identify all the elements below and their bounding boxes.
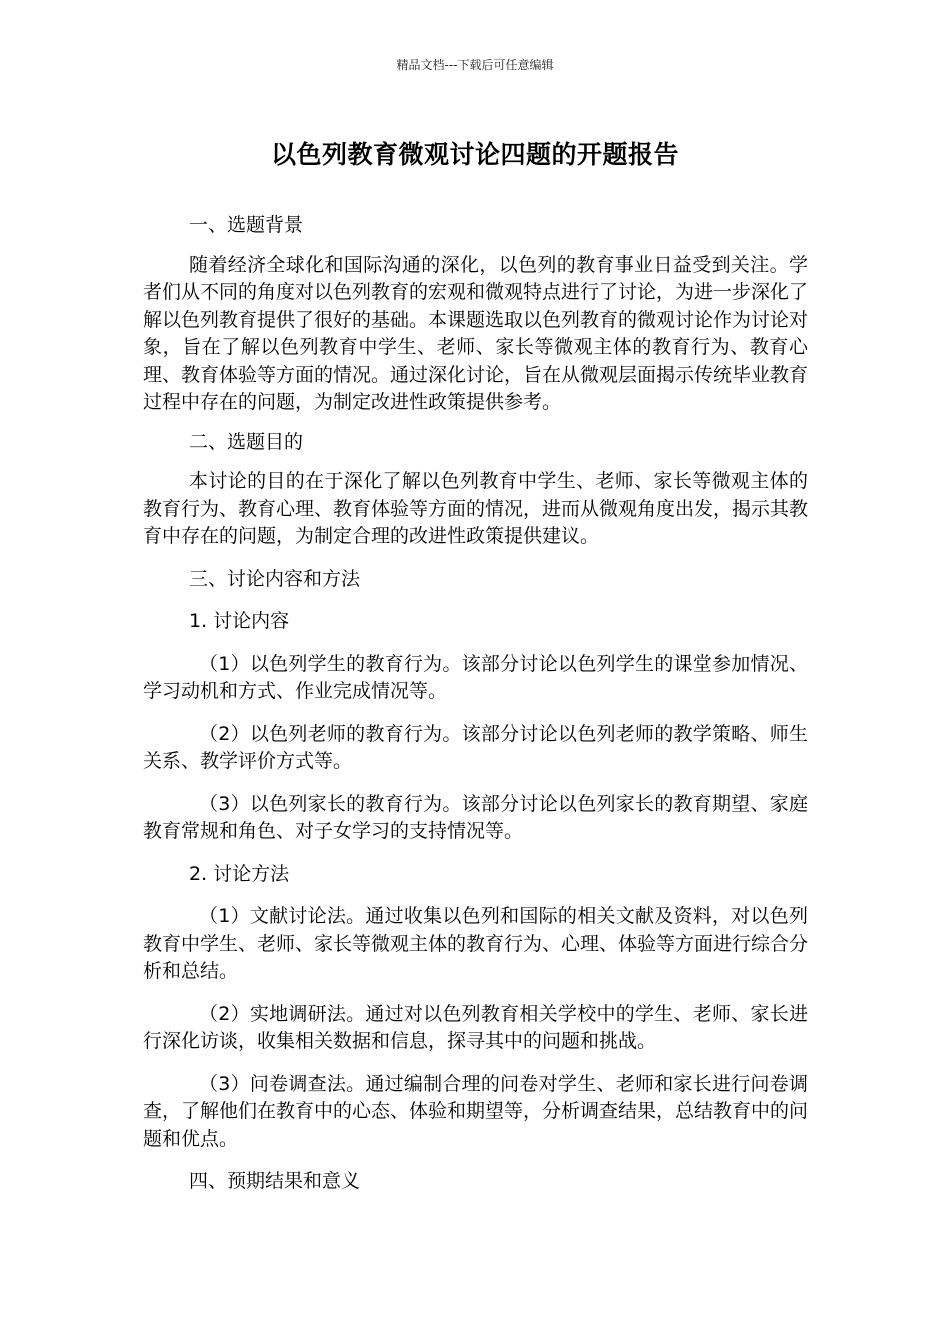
section-heading-expected-results: 四、预期结果和意义 (189, 1170, 361, 1192)
subheading-method: 2. 讨论方法 (189, 862, 290, 885)
document-title: 以色列教育微观讨论四题的开题报告 (270, 140, 679, 169)
method-item: （2）实地调研法。通过对以色列教育相关学校中的学生、老师、家长进行深化访谈，收集相关数据和信息，探寻其中的问题和挑战。 (143, 1002, 808, 1052)
section-heading-content-method: 三、讨论内容和方法 (189, 567, 361, 590)
subheading-content: 1. 讨论内容 (189, 610, 290, 632)
method-item: （1）文献讨论法。通过收集以色列和国际的相关文献及资料，对以色列教育中学生、老师、家长等微观主体的教育行为、心理、体验等方面进行综合分析和总结。 (143, 905, 809, 982)
paragraph-background: 随着经济全球化和国际沟通的深化，以色列的教育事业日益受到关注。学者们从不同的角度对以色列教育的宏观和微观特点进行了讨论，为进一步深化了解以色列教育提供了很好的基础。本课题选取以色列教育的微观讨论作为讨论对象，旨在了解以色列教育中学生、老师、家长等微观主体的教育行为、教育心理、教育体验等方面的情况。通过深化讨论，旨在从微观层面揭示传统毕业教育过程中存在的问题，为制定改进性政策提供参考。 (143, 253, 809, 413)
content-item: （2）以色列老师的教育行为。该部分讨论以色列老师的教学策略、师生关系、教学评价方式等。 (143, 722, 808, 772)
method-item: （3）问卷调查法。通过编制合理的问卷对学生、老师和家长进行问卷调查，了解他们在教育中的心态、体验和期望等，分析调查结果，总结教育中的问题和优点。 (143, 1072, 809, 1150)
paragraph-purpose: 本讨论的目的在于深化了解以色列教育中学生、老师、家长等微观主体的教育行为、教育心理、教育体验等方面的情况，进而从微观角度出发，揭示其教育中存在的问题，为制定合理的改进性政策提供建议。 (143, 470, 809, 547)
content-item: （3）以色列家长的教育行为。该部分讨论以色列家长的教育期望、家庭教育常规和角色、对子女学习的支持情况等。 (143, 792, 808, 842)
header-note: 精品文档---下载后可任意编辑 (396, 58, 554, 72)
document-body (143, 212, 808, 1196)
content-item: （1）以色列学生的教育行为。该部分讨论以色列学生的课堂参加情况、学习动机和方式、作业完成情况等。 (143, 652, 808, 702)
section-heading-background: 一、选题背景 (189, 214, 304, 236)
section-heading-purpose: 二、选题目的 (189, 430, 304, 453)
